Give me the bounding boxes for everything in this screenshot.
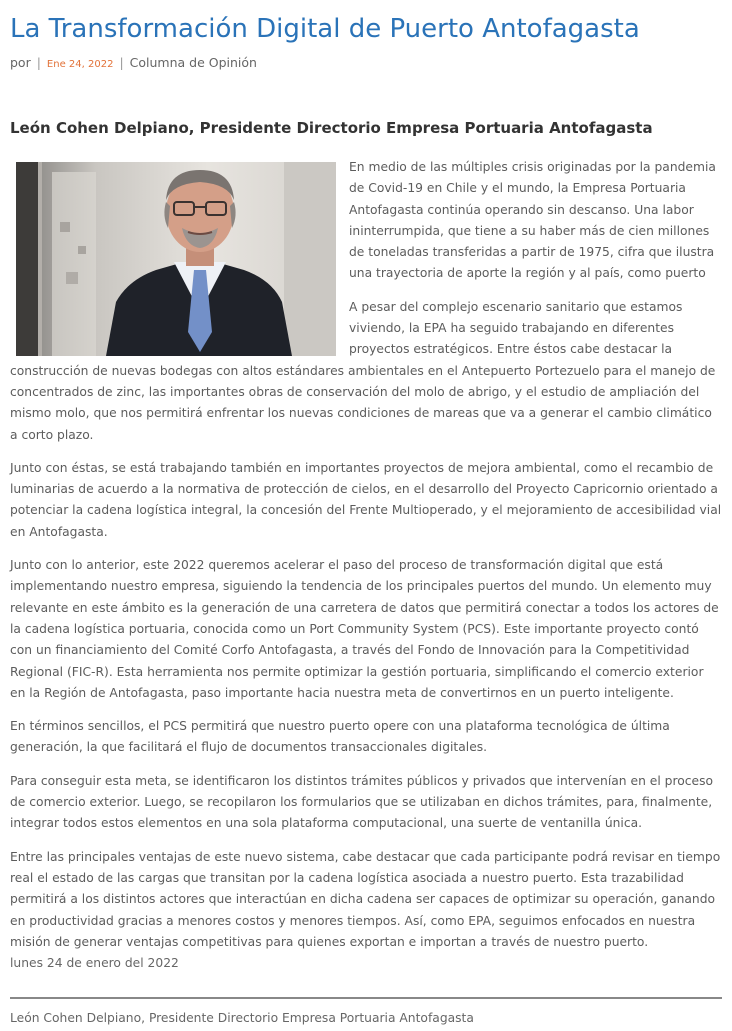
article-title[interactable]: La Transformación Digital de Puerto Antofagasta bbox=[10, 14, 640, 44]
category-link[interactable]: Columna de Opinión bbox=[129, 55, 257, 70]
article-subtitle: León Cohen Delpiano, Presidente Directorio Empresa Portuaria Antofagasta bbox=[10, 119, 653, 137]
author-portrait-photo bbox=[16, 162, 336, 356]
portrait-photo-icon bbox=[16, 162, 336, 356]
article-paragraph: En medio de las múltiples crisis originadas por la pandemia de Covid-19 en Chile y el mundo, la Empresa Portuaria Antofagasta continúa operando sin descanso. Una labor ininterrumpida, que tiene a su haber más de cien millones de toneladas transferidas a partir de 1975, cifra que ilustra una trayectoria de aporte la región y al país, como puerto bbox=[349, 160, 716, 281]
article-paragraph: Para conseguir esta meta, se identificaron los distintos trámites públicos y privados que intervenían en el proceso de comercio exterior. Luego, se recopilaron los formularios que se utilizaban en dichos trámites, para, finalmente, integrar todos estos elementos en una sola plataforma computacional, una suerte de ventanilla única. bbox=[10, 773, 714, 831]
post-date-link[interactable]: Ene 24, 2022 bbox=[46, 59, 114, 70]
meta-separator: | bbox=[119, 55, 124, 70]
article-paragraph: Entre las principales ventajas de este nuevo sistema, cabe destacar que cada participante podrá revisar en tiempo real el estado de las cargas que transitan por la cadena logística asociada a nuestro puerto. Esta trazabilidad permitirá a los distintos actores que interactúan en dicha cadena ser capaces de optimizar su operación, ganando en productividad gracias a menores costos y menores tiempos. Así, como EPA, seguimos enfocados en nuestra misión de generar ventajas competitivas para quienes exportan e importan a través de nuestro puerto. bbox=[10, 849, 721, 949]
article-paragraph: Junto con éstas, se está trabajando también en importantes proyectos de mejora ambiental, como el recambio de luminarias de acuerdo a la normativa de protección de cielos, en el desarrollo del Proyecto Capricornio orientado a potenciar la cadena logística integral, la concesión del Frente Multioperado, y el mejoramiento de accesibilidad vial en Antofagasta. bbox=[10, 460, 722, 539]
closing-date: lunes 24 de enero del 2022 bbox=[10, 956, 179, 971]
article-paragraph: A pesar del complejo escenario sanitario que estamos viviendo, la EPA ha seguido trabajando en diferentes proyectos estratégicos. Entre éstos cabe destacar la construcción de nuevas bodegas con altos estándares ambientales en el Antepuerto Portezuelo para el manejo de concentrados de zinc, las importantes obras de conservación del molo de abrigo, y el estudio de ampliación del mismo molo, que nos permitirá enfrentar los nuevas condiciones de mareas que va a generar el cambio climático a corto plazo. bbox=[10, 299, 716, 442]
footer-divider bbox=[10, 997, 722, 999]
article-paragraph: En términos sencillos, el PCS permitirá que nuestro puerto opere con una plataforma tecnológica de última generación, la que facilitará el flujo de documentos transaccionales digitales. bbox=[10, 719, 670, 755]
article-body bbox=[10, 157, 722, 974]
post-meta bbox=[10, 54, 257, 74]
author-prefix: por bbox=[10, 55, 31, 70]
footer-author-credit: León Cohen Delpiano, Presidente Directorio Empresa Portuaria Antofagasta bbox=[10, 1011, 474, 1025]
meta-separator: | bbox=[36, 55, 41, 70]
article-paragraph: Junto con lo anterior, este 2022 queremos acelerar el paso del proceso de transformación digital que está implementando nuestro empresa, siguiendo la tendencia de los principales puertos del mundo. Un elemento muy relevante en este ámbito es la generación de una carretera de datos que permitirá conectar a todos los actores de la cadena logística portuaria, conocida como un Port Community System (PCS). Este importante proyecto contó con un financiamiento del Comité Corfo Antofagasta, a través del Fondo de Innovación para la Competitividad Regional (FIC-R). Esta herramienta nos permite optimizar la gestión portuaria, simplificando el comercio exterior en la Región de Antofagasta, paso importante hacia nuestra meta de convertirnos en un puerto inteligente. bbox=[10, 558, 719, 700]
